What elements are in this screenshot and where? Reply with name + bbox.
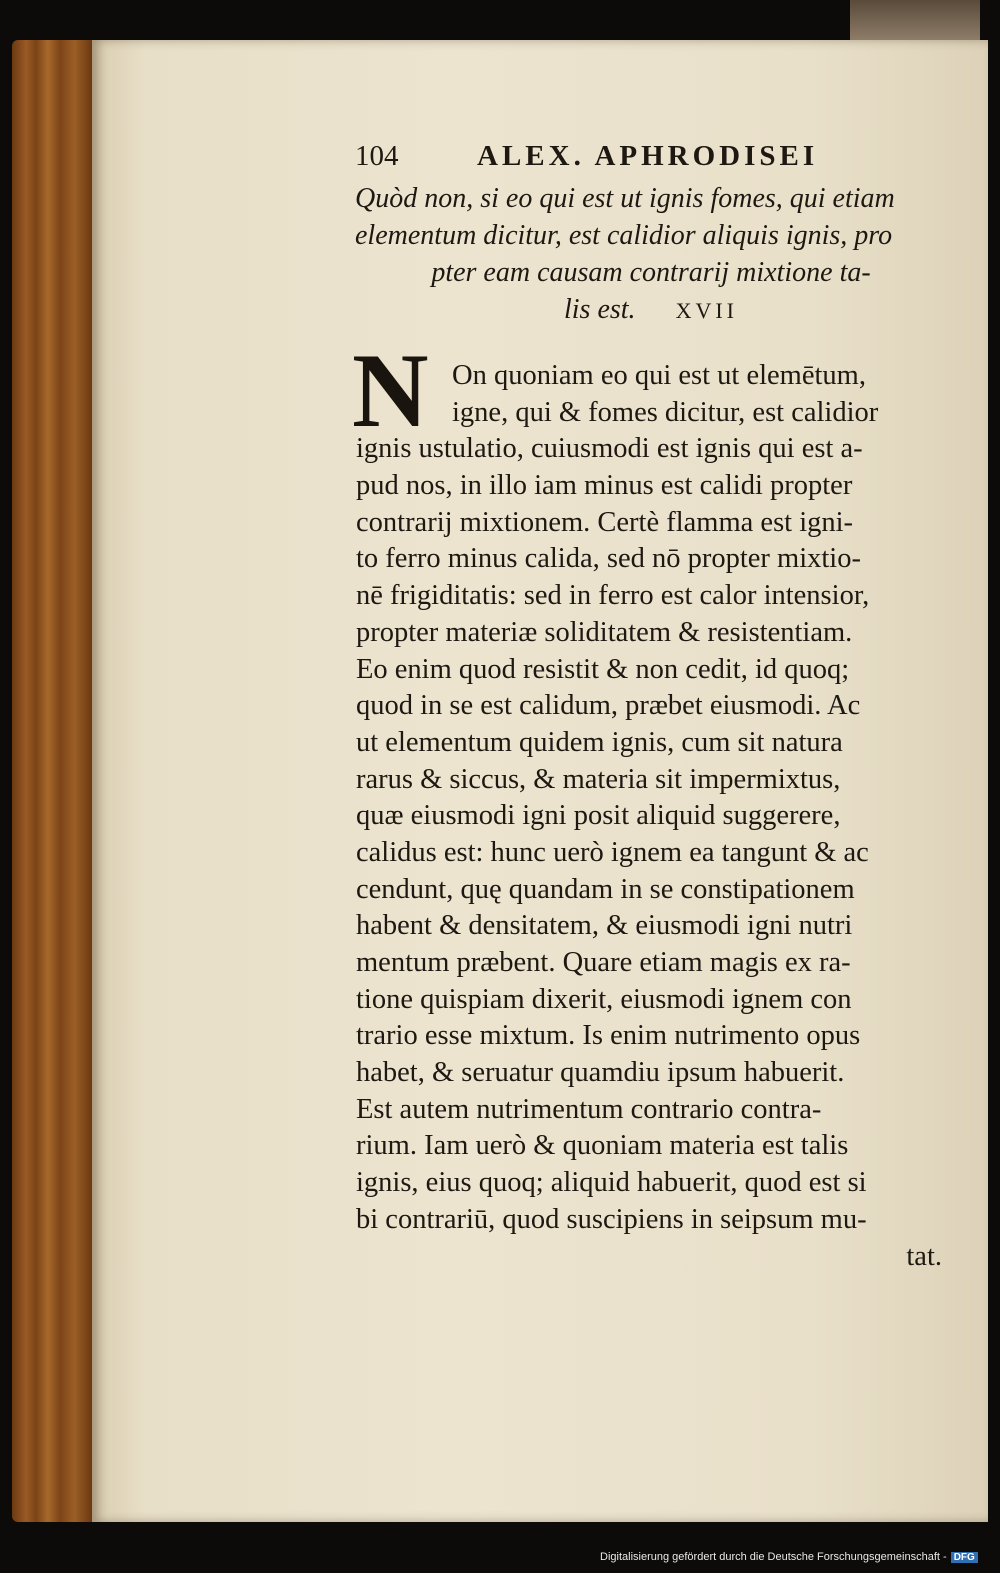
text-line: habet, & seruatur quamdiu ipsum habuerit. (356, 1057, 845, 1089)
text-line: calidus est: hunc uerò ignem ea tangunt & ac (356, 836, 869, 868)
chapter-numeral: XVII (675, 298, 738, 323)
text-line: pud nos, in illo iam minus est calidi propter (356, 470, 853, 502)
drop-cap: N (352, 332, 429, 449)
running-title: ALEX. APHRODISEI (477, 140, 819, 172)
heading-line: lis est. (564, 294, 636, 325)
binding-strip (850, 0, 980, 40)
text-line: ut elementum quidem ignis, cum sit natura (356, 726, 843, 758)
dfg-logo: DFG (951, 1552, 978, 1563)
text-line: bi contrariū, quod suscipiens in seipsum mu- (356, 1203, 867, 1235)
text-line: rium. Iam uerò & quoniam materia est talis (356, 1130, 849, 1162)
heading-line-last (355, 291, 947, 328)
text-line: On quoniam eo qui est ut elemētum, (452, 360, 866, 391)
heading-line: pter eam causam contrarij mixtione ta- (431, 257, 871, 288)
running-head (355, 140, 945, 176)
text-line: rarus & siccus, & materia sit impermixtus, (356, 763, 841, 795)
text-line: quæ eiusmodi igni posit aliquid suggerere, (356, 800, 841, 832)
text-line: Est autem nutrimentum contrario contra- (356, 1093, 822, 1125)
catchword: tat. (906, 1240, 942, 1272)
text-line: to ferro minus calida, sed nō propter mixtio- (356, 543, 861, 575)
text-line: contrarij mixtionem. Certè flamma est igni- (356, 506, 854, 538)
text-line: trario esse mixtum. Is enim nutrimento opus (356, 1020, 861, 1052)
footer-text: Digitalisierung gefördert durch die Deutsche Forschungsgemeinschaft - (600, 1551, 947, 1563)
text-line: habent & densitatem, & eiusmodi igni nutri (356, 910, 853, 942)
chapter-heading (355, 180, 947, 328)
text-line: mentum præbent. Quare etiam magis ex ra- (356, 947, 851, 978)
text-line: cendunt, quę quandam in se constipationem (356, 873, 855, 905)
text-line: ignis ustulatio, cuiusmodi est ignis qui est a- (356, 433, 863, 465)
text-line: quod in se est calidum, præbet eiusmodi. Ac (356, 690, 861, 722)
text-line: Eo enim quod resistit & non cedit, id quoq; (356, 653, 850, 685)
text-line: nē frigiditatis: sed in ferro est calor intensior, (356, 580, 870, 612)
page-edge (12, 40, 92, 1522)
text-line: ignis, eius quoq; aliquid habuerit, quod est si (356, 1167, 867, 1199)
text-line: propter materiæ soliditatem & resistentiam. (356, 616, 853, 648)
body-text (356, 358, 948, 1275)
heading-line: elementum dicitur, est calidior aliquis ignis, pro (355, 220, 893, 251)
heading-line: Quòd non, si eo qui est ut ignis fomes, qui etiam (355, 183, 895, 214)
text-line: igne, qui & fomes dicitur, est calidior (452, 396, 879, 428)
text-line: tione quispiam dixerit, eiusmodi ignem con (356, 983, 852, 1015)
digitization-footer (600, 1551, 978, 1571)
page-number: 104 (355, 140, 399, 172)
